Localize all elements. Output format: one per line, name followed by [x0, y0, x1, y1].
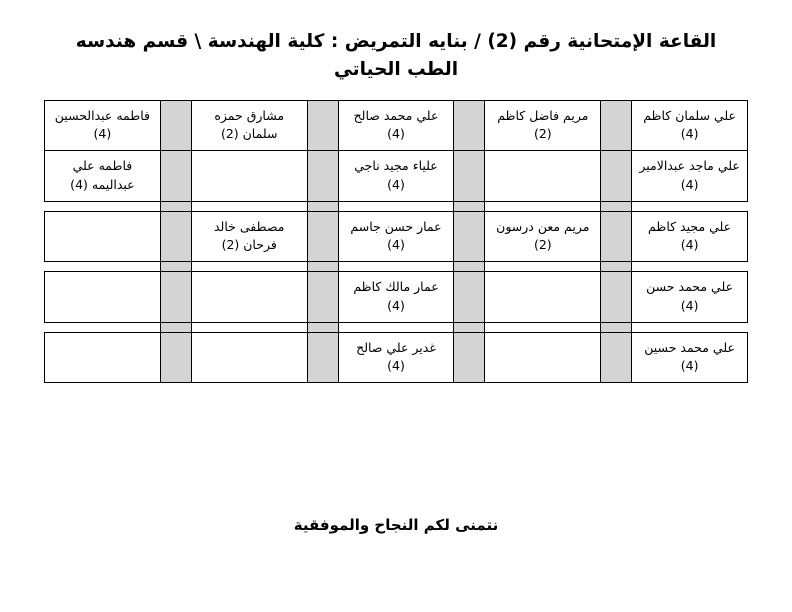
column-gap — [601, 322, 632, 332]
page-title: القاعة الإمتحانية رقم (2) / بنايه التمريض : كلية الهندسة \ قسم هندسه الطب الحياتي — [75, 31, 717, 80]
seating-table-body — [45, 100, 748, 383]
seat-cell: عمار مالك كاظم (4) — [338, 272, 454, 323]
column-gap — [454, 262, 485, 272]
spacer-cell — [338, 201, 454, 211]
table-row — [45, 211, 748, 262]
column-gap — [454, 332, 485, 383]
seat-cell: علي مجيد كاظم (4) — [632, 211, 748, 262]
column-gap — [601, 151, 632, 202]
spacer-cell — [485, 322, 601, 332]
seat-cell: مريم معن درسون (2) — [485, 211, 601, 262]
seat-cell: فاطمه عبدالحسين (4) — [45, 100, 161, 151]
spacer-cell — [191, 262, 307, 272]
column-gap — [307, 322, 338, 332]
seat-cell — [485, 332, 601, 383]
column-gap — [454, 151, 485, 202]
seat-cell: علياء مجيد ناجي (4) — [338, 151, 454, 202]
seat-cell: علي محمد حسين (4) — [632, 332, 748, 383]
footer-note: نتمنى لكم النجاح والموفقية — [293, 516, 499, 534]
seat-cell: مصطفى خالد فرحان (2) — [191, 211, 307, 262]
spacer-cell — [45, 201, 161, 211]
seat-cell — [485, 151, 601, 202]
column-gap — [307, 201, 338, 211]
spacer-cell — [485, 262, 601, 272]
spacer-cell — [632, 322, 748, 332]
seat-cell: علي سلمان كاظم (4) — [632, 100, 748, 151]
spacer-cell — [632, 262, 748, 272]
seat-cell — [191, 272, 307, 323]
column-gap — [601, 211, 632, 262]
column-gap — [307, 151, 338, 202]
table-spacer-row — [45, 322, 748, 332]
column-gap — [160, 201, 191, 211]
seat-cell — [45, 332, 161, 383]
table-spacer-row — [45, 262, 748, 272]
spacer-cell — [191, 322, 307, 332]
spacer-cell — [45, 322, 161, 332]
column-gap — [601, 332, 632, 383]
table-row — [45, 100, 748, 151]
column-gap — [160, 332, 191, 383]
spacer-cell — [191, 201, 307, 211]
seat-cell: عمار حسن جاسم (4) — [338, 211, 454, 262]
column-gap — [160, 151, 191, 202]
column-gap — [160, 272, 191, 323]
table-row — [45, 272, 748, 323]
column-gap — [307, 272, 338, 323]
column-gap — [307, 332, 338, 383]
column-gap — [454, 272, 485, 323]
column-gap — [454, 100, 485, 151]
spacer-cell — [485, 201, 601, 211]
column-gap — [160, 262, 191, 272]
column-gap — [454, 211, 485, 262]
column-gap — [454, 201, 485, 211]
column-gap — [160, 100, 191, 151]
spacer-cell — [338, 262, 454, 272]
column-gap — [160, 211, 191, 262]
seat-cell: مريم فاضل كاظم (2) — [485, 100, 601, 151]
seating-table-container — [0, 84, 792, 384]
seat-cell — [45, 211, 161, 262]
spacer-cell — [45, 262, 161, 272]
seat-cell — [45, 272, 161, 323]
column-gap — [307, 100, 338, 151]
seat-cell — [191, 332, 307, 383]
table-row — [45, 151, 748, 202]
column-gap — [454, 322, 485, 332]
column-gap — [601, 262, 632, 272]
seat-cell: فاطمه علي عبداليمه (4) — [45, 151, 161, 202]
table-spacer-row — [45, 201, 748, 211]
seat-cell — [191, 151, 307, 202]
seat-cell: مشارق حمزه سلمان (2) — [191, 100, 307, 151]
column-gap — [307, 262, 338, 272]
seat-cell: علي ماجد عبدالامير (4) — [632, 151, 748, 202]
column-gap — [160, 322, 191, 332]
column-gap — [601, 201, 632, 211]
seat-cell: علي محمد حسن (4) — [632, 272, 748, 323]
seat-cell: علي محمد صالح (4) — [338, 100, 454, 151]
spacer-cell — [338, 322, 454, 332]
table-row — [45, 332, 748, 383]
seat-cell — [485, 272, 601, 323]
column-gap — [601, 272, 632, 323]
seat-cell: غدير علي صالح (4) — [338, 332, 454, 383]
column-gap — [307, 211, 338, 262]
column-gap — [601, 100, 632, 151]
spacer-cell — [632, 201, 748, 211]
seating-table — [44, 100, 748, 384]
